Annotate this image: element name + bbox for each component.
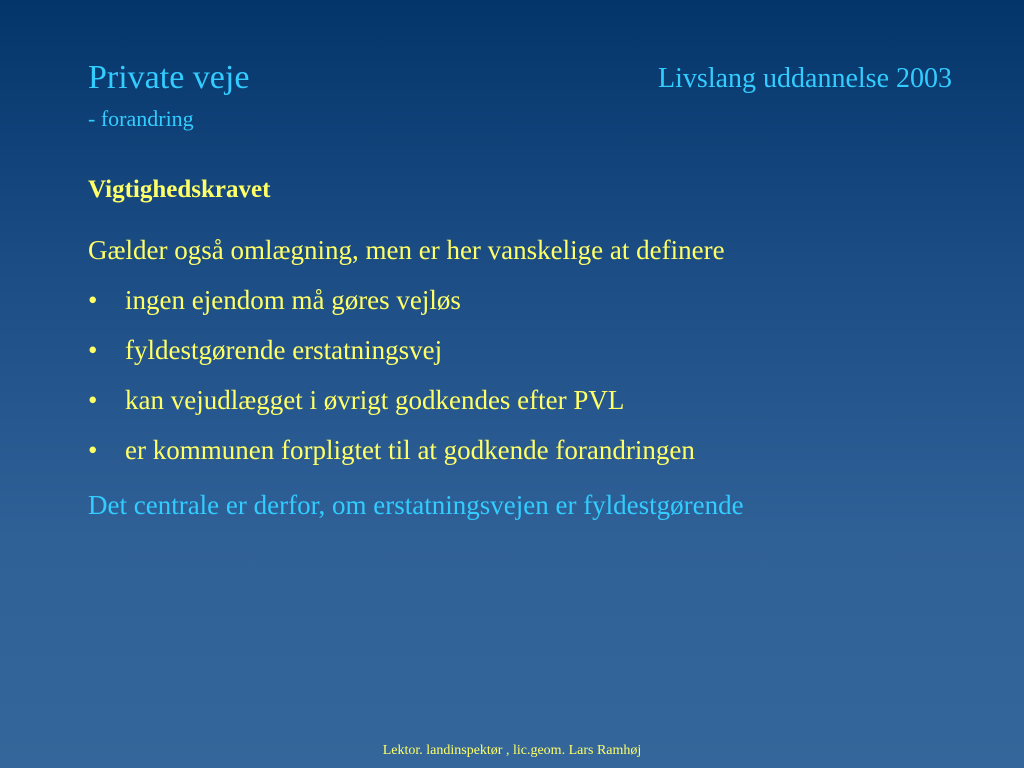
bullet-text: ingen ejendom må gøres vejløs (125, 285, 461, 315)
bullet-item (88, 433, 695, 483)
bullet-item (88, 283, 695, 333)
slide-title: Private veje (88, 59, 250, 96)
bullet-item (88, 383, 695, 433)
bullet-icon: • (88, 385, 98, 415)
bullet-text: kan vejudlægget i øvrigt godkendes efter PVL (125, 385, 625, 415)
conclusion-text: Det centrale er derfor, om erstatningsvejen er fyldestgørende (88, 490, 744, 520)
bullet-icon: • (88, 435, 98, 465)
slide-subtitle: - forandring (88, 106, 194, 131)
footer-credit: Lektor. landinspektør , lic.geom. Lars Ramhøj (382, 743, 642, 758)
bullet-text: fyldestgørende erstatningsvej (125, 335, 443, 365)
bullet-icon: • (88, 335, 98, 365)
bullet-item (88, 333, 695, 383)
bullet-list (88, 283, 695, 483)
section-heading: Vigtighedskravet (88, 176, 271, 203)
bullet-icon: • (88, 285, 98, 315)
bullet-text: er kommunen forpligtet til at godkende forandringen (125, 435, 695, 465)
intro-text: Gælder også omlægning, men er her vanskelige at definere (88, 235, 725, 265)
course-label: Livslang uddannelse 2003 (658, 63, 952, 94)
